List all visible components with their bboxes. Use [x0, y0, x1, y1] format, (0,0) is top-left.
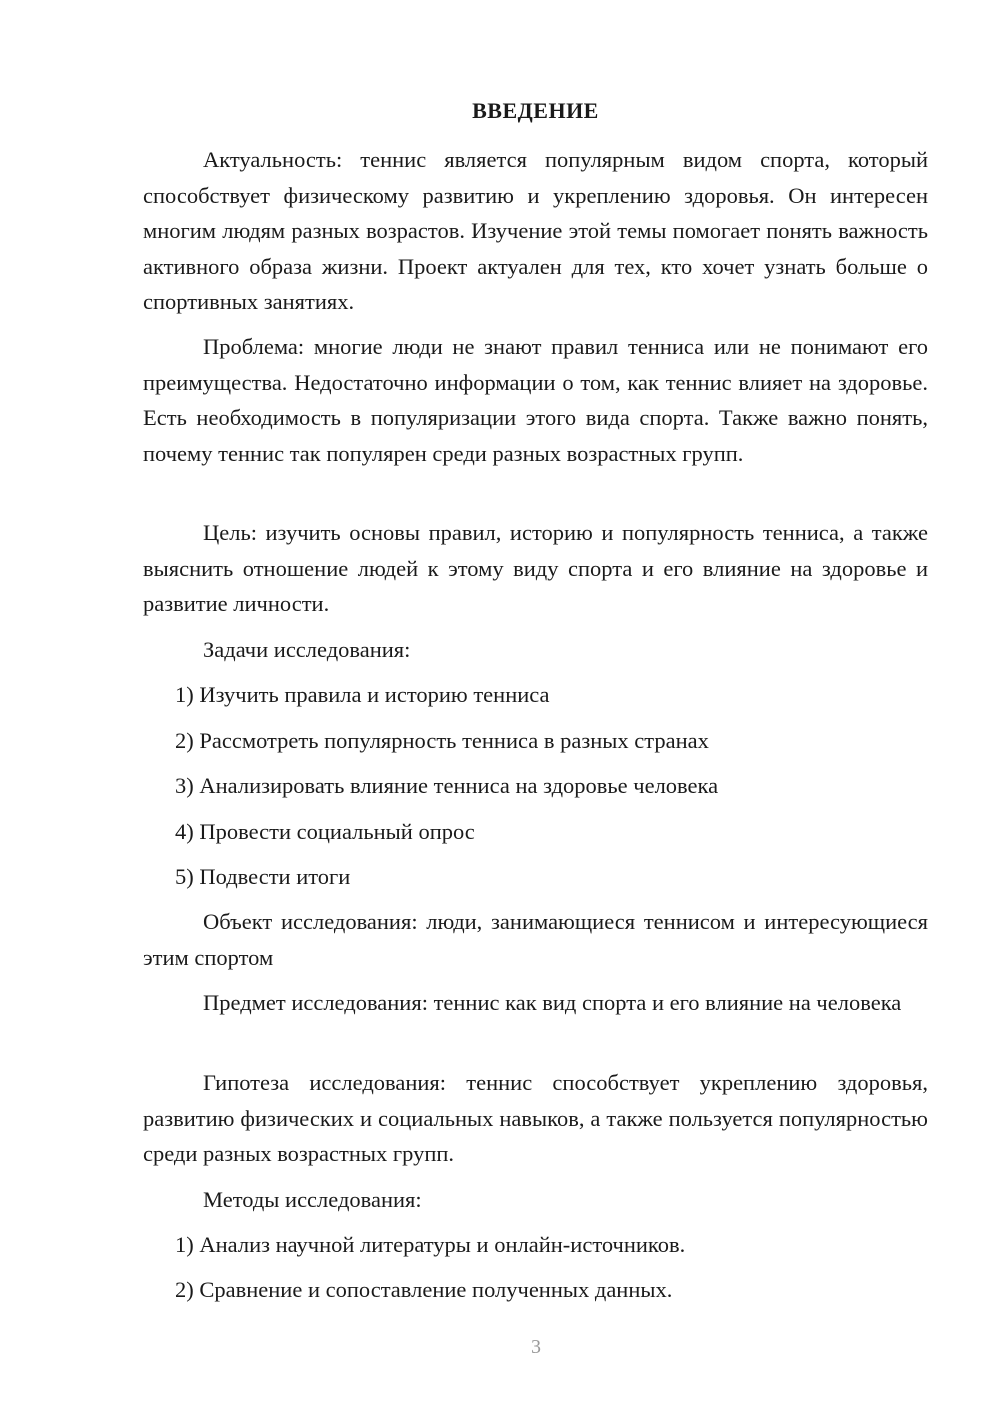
task-item: 5) Подвести итоги [175, 864, 351, 889]
tasks-heading: Задачи исследования: [203, 637, 411, 662]
object-paragraph: Объект исследования: люди, занимающиеся теннисом и интересующиеся этим спортом [143, 909, 928, 970]
task-item: 1) Изучить правила и историю тенниса [175, 682, 550, 707]
task-item: 2) Рассмотреть популярность тенниса в разных странах [175, 728, 709, 753]
relevance-paragraph: Актуальность: теннис является популярным видом спорта, который способствует физическому развитию и укреплению здоровья. Он интересен многим людям разных возрастов. Изучение этой темы помогает понять важность активного образа жизни. Проект актуален для тех, кто хочет узнать больше о спортивных занятиях. [143, 147, 928, 314]
hypothesis-paragraph: Гипотеза исследования: теннис способствует укреплению здоровья, развитию физических и социальных навыков, а также пользуется популярностью среди разных возрастных групп. [143, 1070, 928, 1166]
page-number: 3 [531, 1336, 541, 1358]
method-item: 2) Сравнение и сопоставление полученных данных. [175, 1277, 673, 1302]
task-item: 3) Анализировать влияние тенниса на здоровье человека [175, 773, 719, 798]
method-item: 1) Анализ научной литературы и онлайн-источников. [175, 1232, 686, 1257]
problem-paragraph: Проблема: многие люди не знают правил тенниса или не понимают его преимущества. Недостаточно информации о том, как теннис влияет на здоровье. Есть необходимость в популяризации этого вида спорта. Также важно понять, почему теннис так популярен среди разных возрастных групп. [143, 334, 928, 466]
page-title: ВВЕДЕНИЕ [472, 98, 599, 123]
subject-paragraph: Предмет исследования: теннис как вид спорта и его влияние на человека [203, 990, 902, 1015]
methods-heading: Методы исследования: [203, 1187, 422, 1212]
goal-paragraph: Цель: изучить основы правил, историю и популярность тенниса, а также выяснить отношение людей к этому виду спорта и его влияние на здоровье и развитие личности. [143, 520, 928, 616]
task-item: 4) Провести социальный опрос [175, 819, 475, 844]
